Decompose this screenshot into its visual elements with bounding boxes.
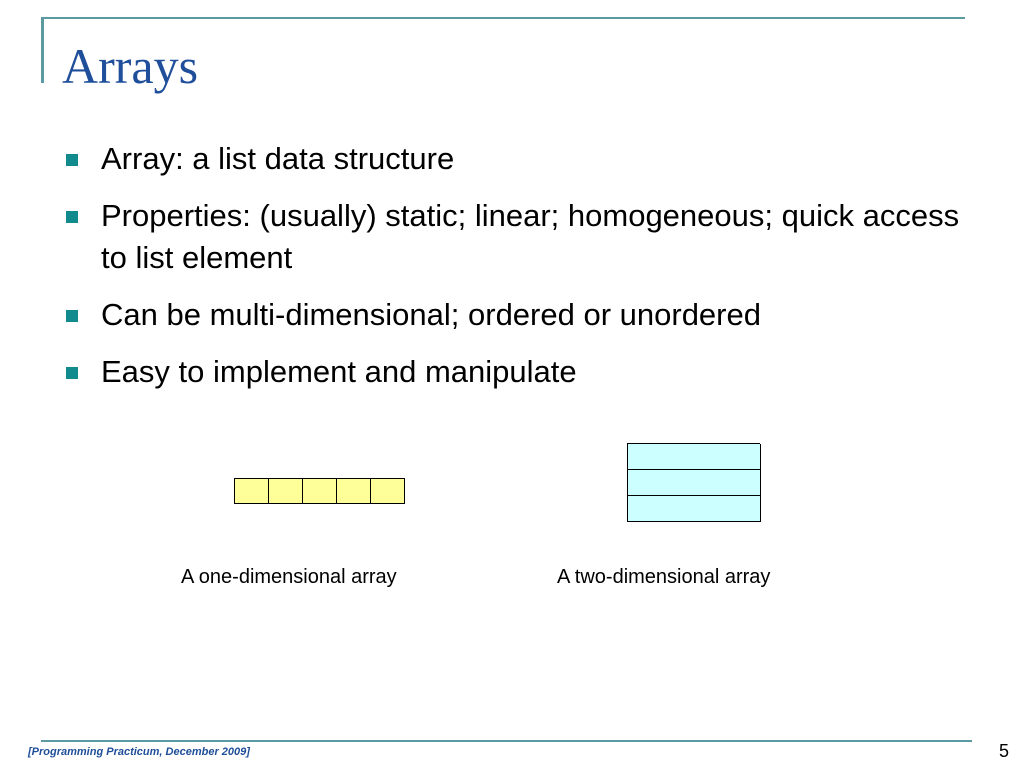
grid-cell — [727, 470, 761, 496]
two-d-array-caption: A two-dimensional array — [557, 566, 771, 588]
bullet-item — [66, 195, 986, 279]
grid-cell — [694, 496, 728, 522]
grid-cell — [661, 496, 695, 522]
page-number: 5 — [999, 741, 1010, 761]
array-cell — [371, 478, 405, 504]
array-cell — [269, 478, 303, 504]
grid-cell — [661, 470, 695, 496]
bullet-item — [66, 138, 986, 180]
frame-top-rule — [41, 17, 965, 19]
square-bullet-icon — [66, 367, 78, 379]
bullet-text: Can be multi-dimensional; ordered or unordered — [101, 297, 761, 332]
bullet-list — [66, 138, 986, 408]
bullet-item — [66, 294, 986, 336]
bullet-text: Easy to implement and manipulate — [101, 354, 577, 389]
two-dimensional-array-diagram — [627, 443, 760, 522]
grid-cell — [727, 444, 761, 470]
array-cell — [303, 478, 337, 504]
grid-cell — [694, 470, 728, 496]
one-d-array-caption: A one-dimensional array — [181, 566, 397, 588]
bullet-text: Properties: (usually) static; linear; homogeneous; quick access to list element — [101, 198, 960, 275]
bullet-item — [66, 351, 986, 393]
one-dimensional-array-diagram — [234, 478, 405, 504]
array-cell — [235, 478, 269, 504]
bullet-text: Array: a list data structure — [101, 141, 455, 176]
square-bullet-icon — [66, 154, 78, 166]
frame-left-rule — [41, 17, 44, 83]
square-bullet-icon — [66, 310, 78, 322]
grid-cell — [694, 444, 728, 470]
square-bullet-icon — [66, 211, 78, 223]
footer-rule — [41, 740, 972, 742]
grid-cell — [628, 496, 662, 522]
grid-cell — [727, 496, 761, 522]
footer-text: [Programming Practicum, December 2009] — [28, 746, 250, 758]
grid-cell — [628, 470, 662, 496]
array-cell — [337, 478, 371, 504]
slide-title: Arrays — [62, 38, 199, 94]
grid-cell — [628, 444, 662, 470]
grid-cell — [661, 444, 695, 470]
